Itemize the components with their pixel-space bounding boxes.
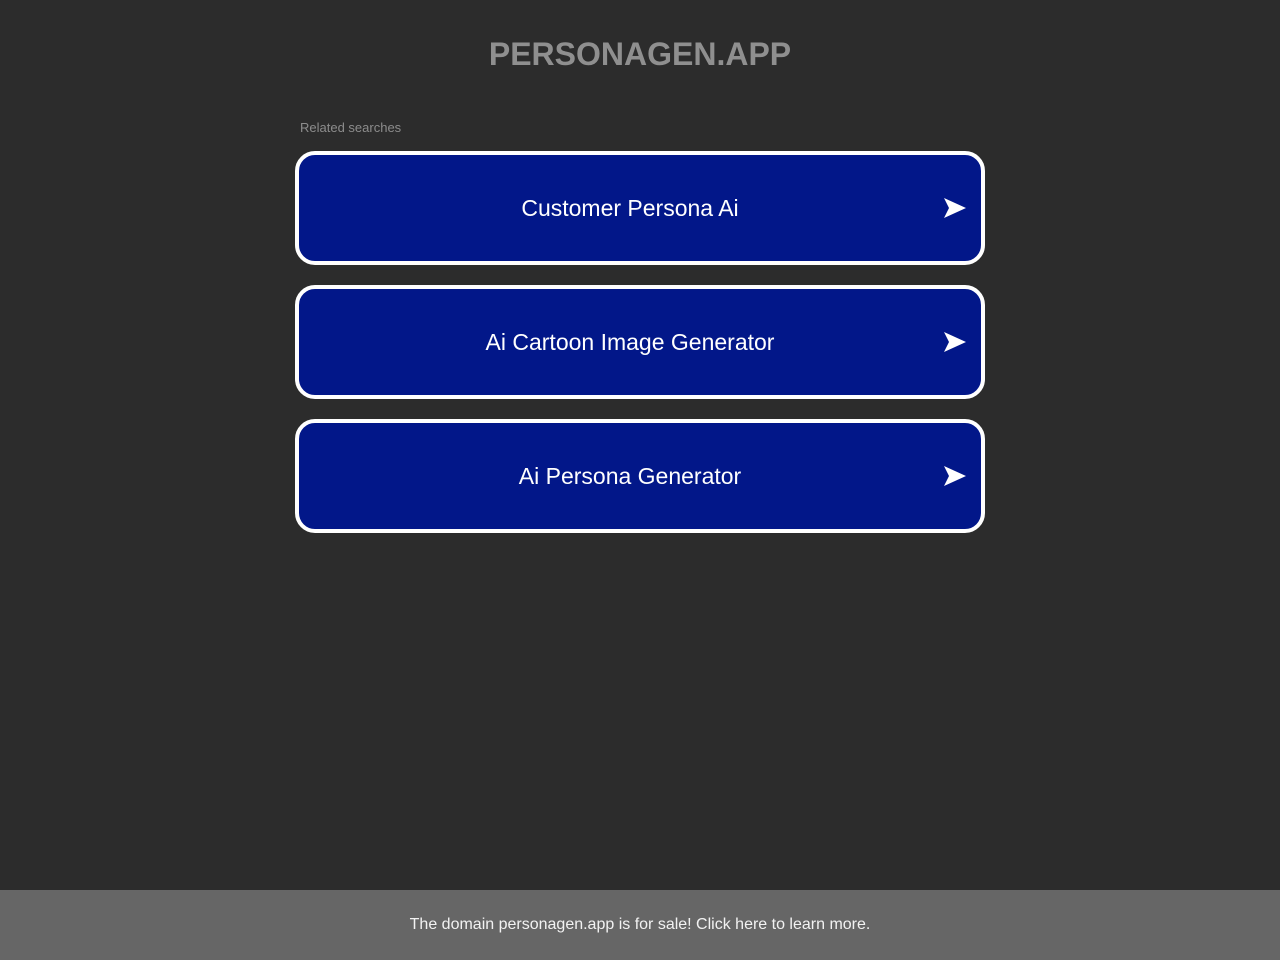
related-search-customer-persona-ai[interactable] <box>295 151 985 265</box>
related-search-label: Ai Cartoon Image Generator <box>485 328 775 355</box>
related-search-ai-persona-generator[interactable] <box>295 419 985 533</box>
site-title: PERSONAGEN.APP <box>488 36 792 72</box>
related-search-label: Customer Persona Ai <box>521 194 739 221</box>
related-searches-label: Related searches <box>300 120 402 135</box>
domain-for-sale-link[interactable]: The domain personagen.app is for sale! Click here to learn more. <box>409 916 871 933</box>
related-searches-list <box>295 151 985 553</box>
arrow-right-icon <box>943 331 967 353</box>
arrow-right-icon <box>943 197 967 219</box>
related-search-label: Ai Persona Generator <box>518 462 742 489</box>
related-search-ai-cartoon-image-generator[interactable] <box>295 285 985 399</box>
sale-banner <box>0 890 1280 960</box>
arrow-right-icon <box>943 465 967 487</box>
